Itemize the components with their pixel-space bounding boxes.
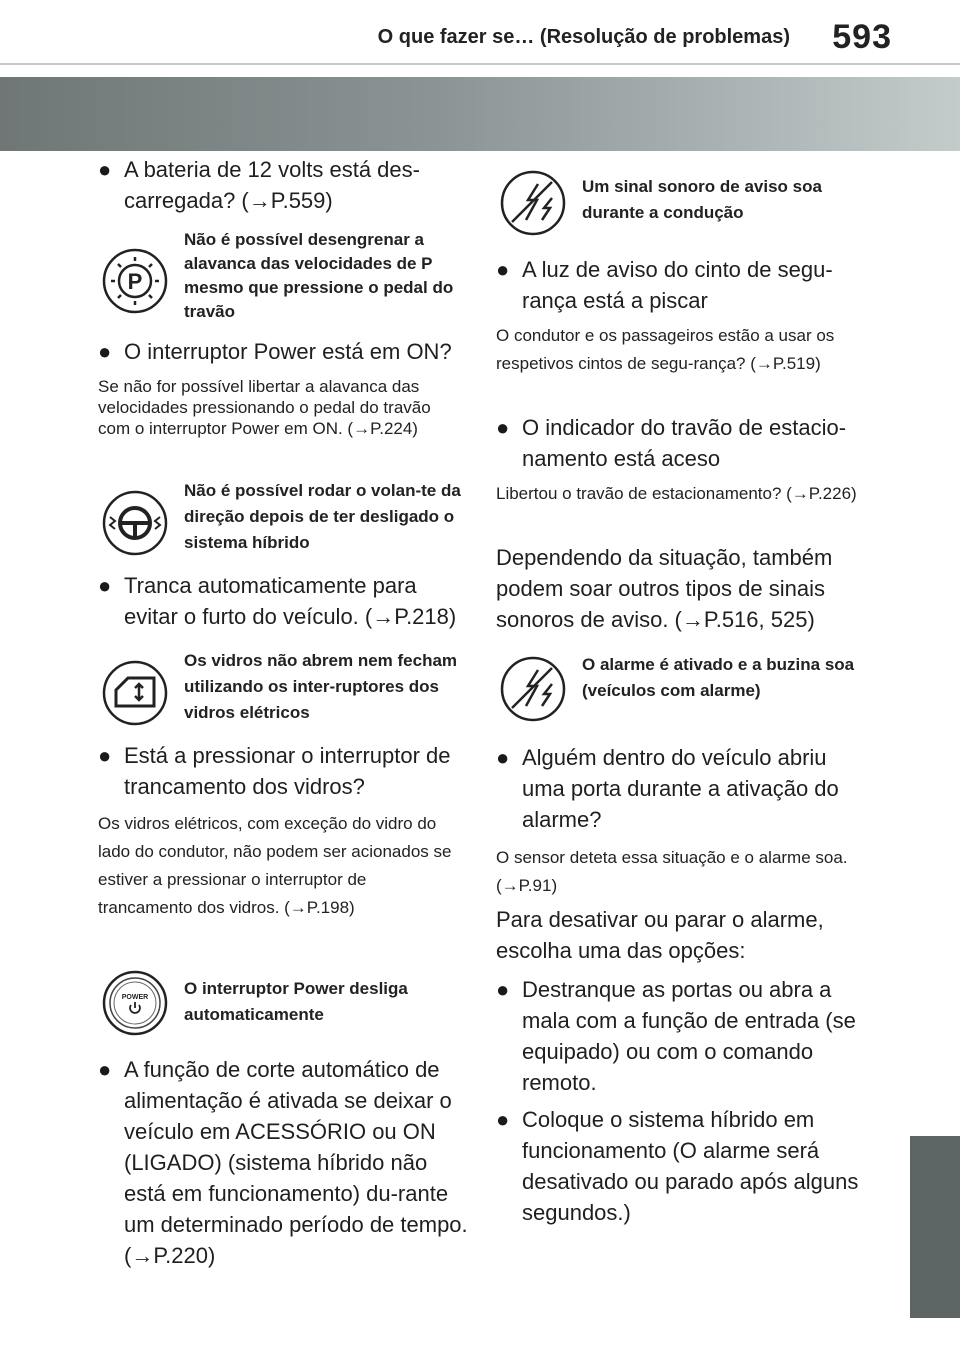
note-alarm-sensor: O sensor deteta essa situação e o alarme soa. (→P.91) — [496, 848, 848, 895]
page-number: 593 — [832, 18, 892, 56]
bullet-icon: ● — [98, 157, 112, 182]
heading-alarm: O alarme é ativado e a buzina soa (veículos com alarme) — [582, 655, 855, 700]
item-battery: A bateria de 12 volts está des-carregada? (→P.559) — [124, 157, 420, 213]
power-label: POWER — [121, 994, 149, 1001]
item-window-lock: Está a pressionar o interruptor de trancamento dos vidros? — [124, 743, 451, 799]
power-window-icon — [102, 660, 168, 726]
item-unlock-doors: Destranque as portas ou abra a mala com a função de entrada (se equipado) ou com o comando remoto. — [522, 977, 856, 1095]
alarm-icon — [500, 656, 566, 722]
park-gear-icon — [102, 248, 168, 314]
item-door-opened: Alguém dentro do veículo abriu uma porta durante a ativação do alarme? — [522, 745, 839, 832]
heading-power-switch-off: O interruptor Power desliga automaticamente — [184, 979, 408, 1024]
bullet-icon: ● — [496, 1107, 510, 1132]
warning-buzzer-icon — [500, 170, 566, 236]
heading-warning-buzzer: Um sinal sonoro de aviso soa durante a condução — [582, 177, 822, 222]
para-disable-alarm: Para desativar ou parar o alarme, escolha uma das opções: — [496, 907, 824, 963]
power-button-icon — [102, 970, 168, 1036]
heading-steering-wheel: Não é possível rodar o volan-te da direção depois de ter desligado o sistema híbrido — [184, 481, 461, 552]
para-other-buzzers: Dependendo da situação, também podem soar outros tipos de sinais sonoros de aviso. (→P.516, 525) — [496, 545, 833, 632]
bullet-icon: ● — [98, 743, 112, 768]
item-start-hybrid: Coloque o sistema híbrido em funcionamento (O alarme será desativado ou parado após alguns segundos.) — [522, 1107, 859, 1225]
note-shift-lever: Se não for possível libertar a alavanca das velocidades pressionando o pedal do travão com o interruptor Power em ON. (→P.224) — [98, 377, 431, 438]
header-divider — [0, 63, 960, 65]
steering-lock-icon — [102, 490, 168, 556]
item-auto-power-off: A função de corte automático de alimentação é ativada se deixar o veículo em ACESSÓRIO ou ON (LIGADO) (sistema híbrido não está em funcionamento) du-rante um determinado período de tempo. (→P.220) — [124, 1057, 468, 1268]
chapter-tab — [910, 1136, 960, 1318]
note-seatbelts: O condutor e os passageiros estão a usar os respetivos cintos de segu-rança? (→P.519) — [496, 326, 835, 373]
bullet-icon: ● — [98, 339, 112, 364]
bullet-icon: ● — [98, 1057, 112, 1082]
bullet-icon: ● — [98, 573, 112, 598]
item-power-switch-on: O interruptor Power está em ON? — [124, 339, 452, 364]
bullet-icon: ● — [496, 415, 510, 440]
heading-power-windows: Os vidros não abrem nem fecham utilizando os inter-ruptores dos vidros elétricos — [184, 651, 458, 722]
item-seatbelt-warning: A luz de aviso do cinto de segu-rança está a piscar — [522, 257, 833, 313]
svg-text:P: P — [127, 269, 143, 294]
bullet-icon: ● — [496, 745, 510, 770]
section-banner — [0, 77, 960, 151]
note-parking-brake: Libertou o travão de estacionamento? (→P.226) — [496, 484, 857, 503]
bullet-icon: ● — [496, 977, 510, 1002]
bullet-icon: ● — [496, 257, 510, 282]
note-window-lock: Os vidros elétricos, com exceção do vidro do lado do condutor, não podem ser acionados se estiver a pressionar o interruptor de trancamento dos vidros. (→P.198) — [98, 814, 452, 917]
item-auto-lock: Tranca automaticamente para evitar o furto do veículo. (→P.218) — [124, 573, 457, 629]
heading-shift-lever: Não é possível desengrenar a alavanca das velocidades de P mesmo que pressione o pedal do travão — [184, 230, 454, 321]
item-parking-brake-indicator: O indicador do travão de estacio-namento está aceso — [522, 415, 847, 471]
section-title: O que fazer se… (Resolução de problemas) — [377, 26, 790, 48]
